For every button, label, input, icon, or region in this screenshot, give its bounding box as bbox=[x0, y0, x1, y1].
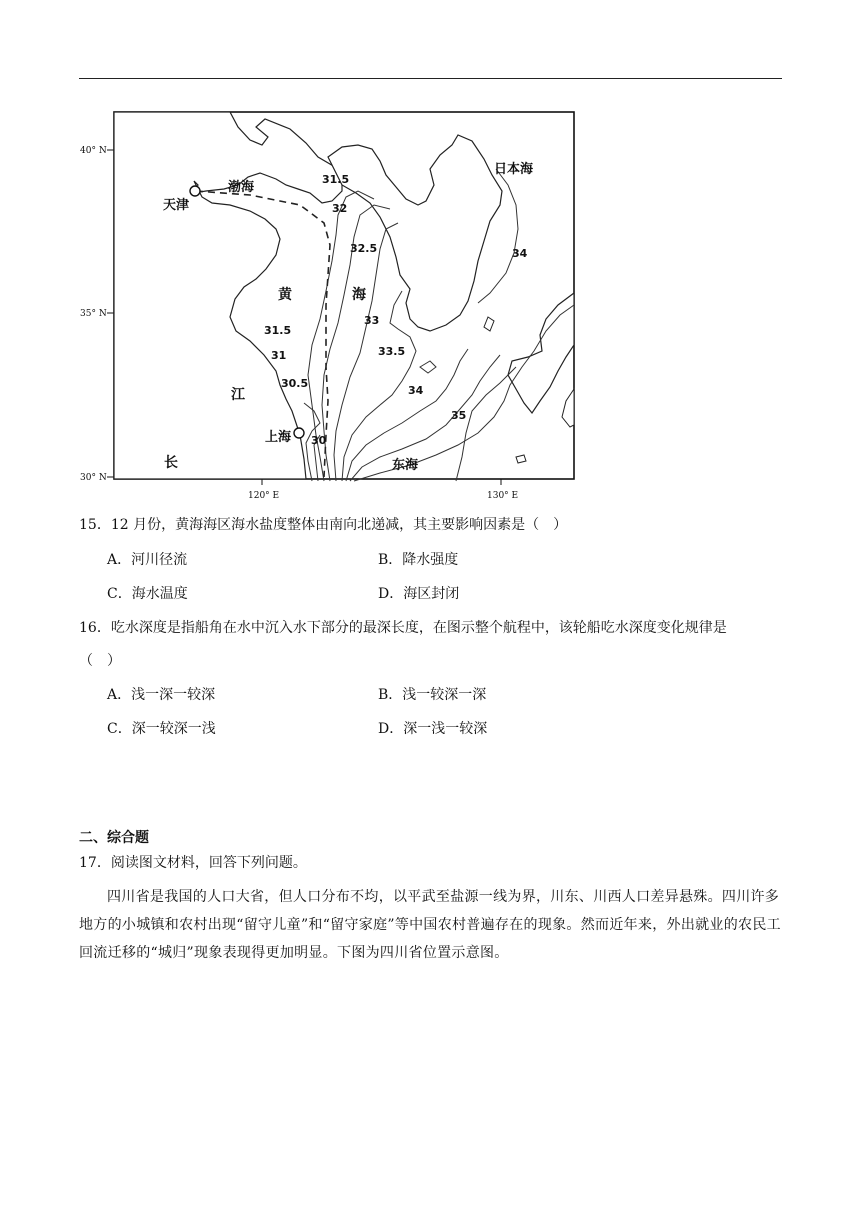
label-donghai: 东海 bbox=[392, 458, 419, 473]
isoline-label: 34 bbox=[408, 384, 424, 397]
q16-option-d[interactable]: D．深一浅一较深 bbox=[378, 721, 488, 737]
q16-option-a[interactable]: A．浅一深一较深 bbox=[107, 687, 216, 703]
tianjin-port bbox=[190, 186, 200, 196]
q16-stem: 16．吃水深度是指船角在水中沉入水下部分的最深长度，在图示整个航程中，该轮船吃水深度变化规律是 bbox=[79, 620, 727, 636]
isoline-label: 30 bbox=[311, 434, 327, 447]
q15-stem: 15．12 月份，黄海海区海水盐度整体由南向北递减，其主要影响因素是（ ） bbox=[79, 517, 568, 533]
label-huang: 黄 bbox=[278, 287, 292, 303]
isoline-label: 33 bbox=[364, 314, 380, 327]
isoline-label: 31.5 bbox=[322, 173, 350, 186]
q16-stem-paren: （ ） bbox=[79, 653, 121, 669]
salinity-map bbox=[80, 105, 580, 501]
q17-stem: 17．阅读图文材料，回答下列问题。 bbox=[79, 855, 307, 871]
shanghai-port bbox=[294, 428, 304, 438]
lat-label: 35° N bbox=[80, 309, 107, 319]
isoline-label: 32.5 bbox=[350, 242, 378, 255]
isoline-label: 35 bbox=[451, 409, 467, 422]
label-tianjin: 天津 bbox=[163, 198, 190, 213]
isoline-label: 33.5 bbox=[378, 345, 406, 358]
isoline-label: 32 bbox=[332, 202, 348, 215]
isoline-label: 34 bbox=[512, 247, 528, 260]
q17-material: 四川省是我国的人口大省，但人口分布不均，以平武至盐源一线为界，川东、川西人口差异悬殊。四川许多地方的小城镇和农村出现“留守儿童”和“留守家庭”等中国农村普遍存在的现象。然而近年来，外出就业的农民工回流迁移的“城归”现象表现得更加明显。下图为四川省位置示意图。 bbox=[79, 889, 781, 961]
section-title: 二、综合题 bbox=[79, 830, 149, 846]
label-shanghai: 上海 bbox=[265, 430, 292, 445]
isoline-label: 30.5 bbox=[281, 377, 309, 390]
q16-option-c[interactable]: C．深一较深一浅 bbox=[107, 721, 216, 737]
label-bohai: 渤海 bbox=[228, 180, 255, 195]
q15-option-d[interactable]: D．海区封闭 bbox=[378, 586, 460, 602]
label-hai: 海 bbox=[352, 287, 366, 303]
label-jiang: 江 bbox=[231, 387, 245, 403]
label-chang: 长 bbox=[164, 455, 178, 471]
label-riben: 日本海 bbox=[494, 162, 534, 177]
lat-label: 40° N bbox=[80, 146, 107, 156]
isoline-label: 31 bbox=[271, 349, 287, 362]
q15-option-c[interactable]: C．海水温度 bbox=[107, 586, 188, 602]
lat-label: 30° N bbox=[80, 473, 107, 483]
isoline-label: 31.5 bbox=[264, 324, 292, 337]
lon-label: 130° E bbox=[487, 491, 519, 501]
q15-option-a[interactable]: A．河川径流 bbox=[107, 552, 188, 568]
lon-label: 120° E bbox=[248, 491, 280, 501]
q15-option-b[interactable]: B．降水强度 bbox=[378, 552, 459, 568]
header-rule bbox=[79, 78, 782, 79]
q16-option-b[interactable]: B．浅一较深一深 bbox=[378, 687, 487, 703]
